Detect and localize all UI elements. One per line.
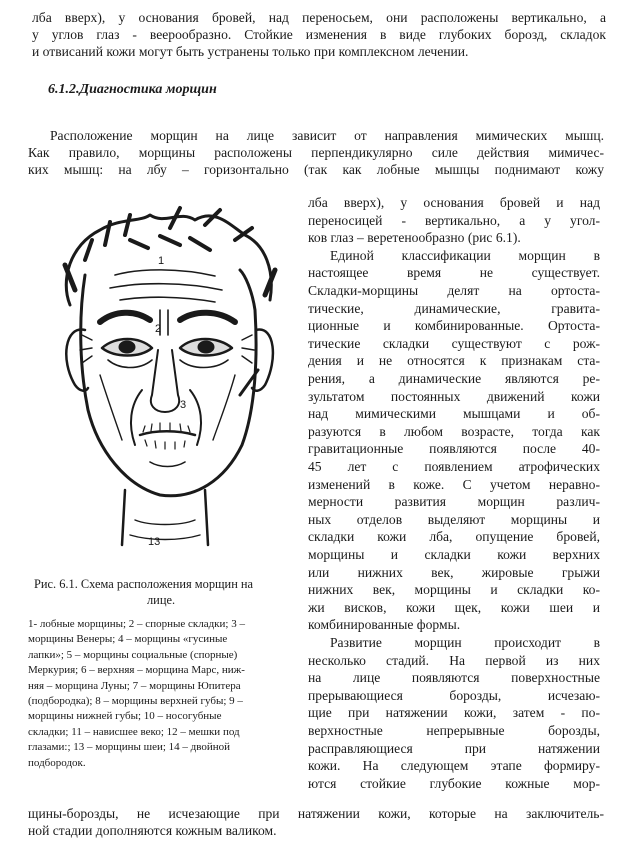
nose (151, 350, 179, 412)
legend-line: лапки»; 5 – морщины социальные (спорные) (28, 648, 238, 661)
right-column-line: морщины и складки кожи верхних (308, 547, 600, 562)
right-column-line: 45 лет с появлением атрофических (308, 459, 600, 474)
right-column-line: ков глаз – веретенообразно (рис 6.1). (308, 230, 521, 246)
right-column-line: ются стойкие глубокие кожные мор- (308, 775, 600, 791)
right-column-line: Складки-морщины делят на ортоста- (308, 283, 600, 298)
legend-line: складки; 11 – нависшее веко; 12 – мешки под (28, 725, 240, 738)
label-1: 1 (158, 255, 165, 267)
right-column-line: настоящее время не существует. (308, 265, 600, 281)
right-column-line: изменений в коже. С учетом неравно- (308, 476, 600, 492)
face-wrinkle-diagram (30, 200, 300, 565)
legend-line: морщины нижней губы; 10 – носогубные (28, 710, 222, 723)
right-column-line: кожи. На следующем этапе формиру- (308, 758, 600, 774)
right-column-line: мерности развития морщин различ- (308, 494, 600, 510)
legend-line: (подбородка); 8 – морщины верхней губы; 9 – (28, 695, 243, 707)
right-column-line: над мимическими мышцами и об- (308, 406, 600, 422)
legend-line: морщины Венеры; 4 – морщины «гусиные (28, 633, 228, 646)
legend-line: 1- лобные морщины; 2 – спорные складки; 3 – (28, 618, 245, 630)
top-line-3: и отвисаний кожи могут быть устранены только при комплексном лечении. (32, 44, 469, 59)
face-outline (81, 270, 256, 496)
intro-line-1: Расположение морщин на лице зависит от направления мимических мышц. (50, 128, 604, 143)
right-column-line: тические, динамические, гравита- (308, 300, 600, 316)
right-column-line: несколько стадий. На первой из них (308, 652, 600, 668)
right-column-line: переносицей - вертикально, а у угол- (308, 212, 600, 228)
right-column-line: зультатом постоянных движений кожи (308, 388, 600, 404)
right-column-line: гравитационные появляются после 40- (308, 441, 600, 457)
bottom-line-2: ной стадии дополняются кожным валиком. (28, 823, 277, 838)
legend-line: Меркурия; 6 – верхняя – морщина Марс, ниж- (28, 664, 245, 677)
right-column-line: дения и не относятся к признакам ста- (308, 353, 600, 369)
legend-line: подбородок. (28, 756, 86, 769)
right-column-line: расправляющиеся при натяжении (308, 740, 600, 756)
top-line-2: у углов глаз - веерообразно. Стойкие изменения в виде глубоких борозд, складок (32, 27, 606, 42)
right-column-line: прерывающиеся борозды, исчезаю- (308, 687, 600, 703)
right-column-line: тические складки существуют с рож- (308, 335, 600, 351)
right-column-line: на лице появляются поверхностные (308, 670, 600, 686)
bottom-line-1: щины-борозды, не исчезающие при натяжении кожи, которые на заключитель- (28, 806, 604, 821)
right-column-line: Единой классификации морщин в (330, 247, 600, 263)
legend-line: глазами:; 13 – морщины шеи; 14 – двойной (28, 741, 231, 754)
right-column-line: разуются в любом возрасте, тогда как (308, 423, 600, 439)
intro-line-2: Как правило, морщины расположены перпендикулярно силе действия мимичес- (28, 145, 604, 160)
forehead-wrinkles (110, 270, 222, 302)
label-2: 2 (155, 323, 162, 335)
label-3: 3 (180, 399, 187, 411)
right-column-line: верхностные непрерывные борозды, (308, 723, 600, 738)
right-column-line: складки кожи лба, опущение бровей, (308, 529, 600, 545)
right-column-line: Развитие морщин происходит в (330, 635, 600, 650)
right-column-line: ционные и комбинированные. Ортоста- (308, 318, 600, 334)
right-column-line: или нижних век, жировые грыжи (308, 564, 600, 580)
right-column-line: рения, а динамические являются ре- (308, 371, 600, 386)
right-column-line: нижних век, морщины и складки ко- (308, 582, 600, 598)
right-column-line: жи висков, кожи щек, кожи шеи и (308, 599, 600, 615)
top-line-1: лба вверх), у основания бровей, над переносьем, они расположены вертикально, а (32, 10, 606, 25)
intro-line-3: ких мышц: на лбу – горизонтально (так как лобные мышцы поднимают кожу (28, 162, 604, 177)
legend-line: няя – морщина Луны; 7 – морщины Юпитера (28, 679, 241, 692)
figure-caption-line-1: Рис. 6.1. Схема расположения морщин на (34, 577, 254, 591)
label-13: 13 (148, 536, 161, 548)
right-column-line: комбинированные формы. (308, 617, 461, 633)
right-column-line: лба вверх), у основания бровей и над (308, 195, 600, 210)
mouth (140, 431, 195, 435)
right-column-line: ных отделов выделяют морщины и (308, 511, 600, 527)
section-heading: 6.1.2.Диагностика морщин (48, 82, 217, 97)
figure-caption-line-2: лице. (147, 593, 176, 607)
right-column-line: щие при натяжении кожи, затем - по- (308, 705, 600, 721)
